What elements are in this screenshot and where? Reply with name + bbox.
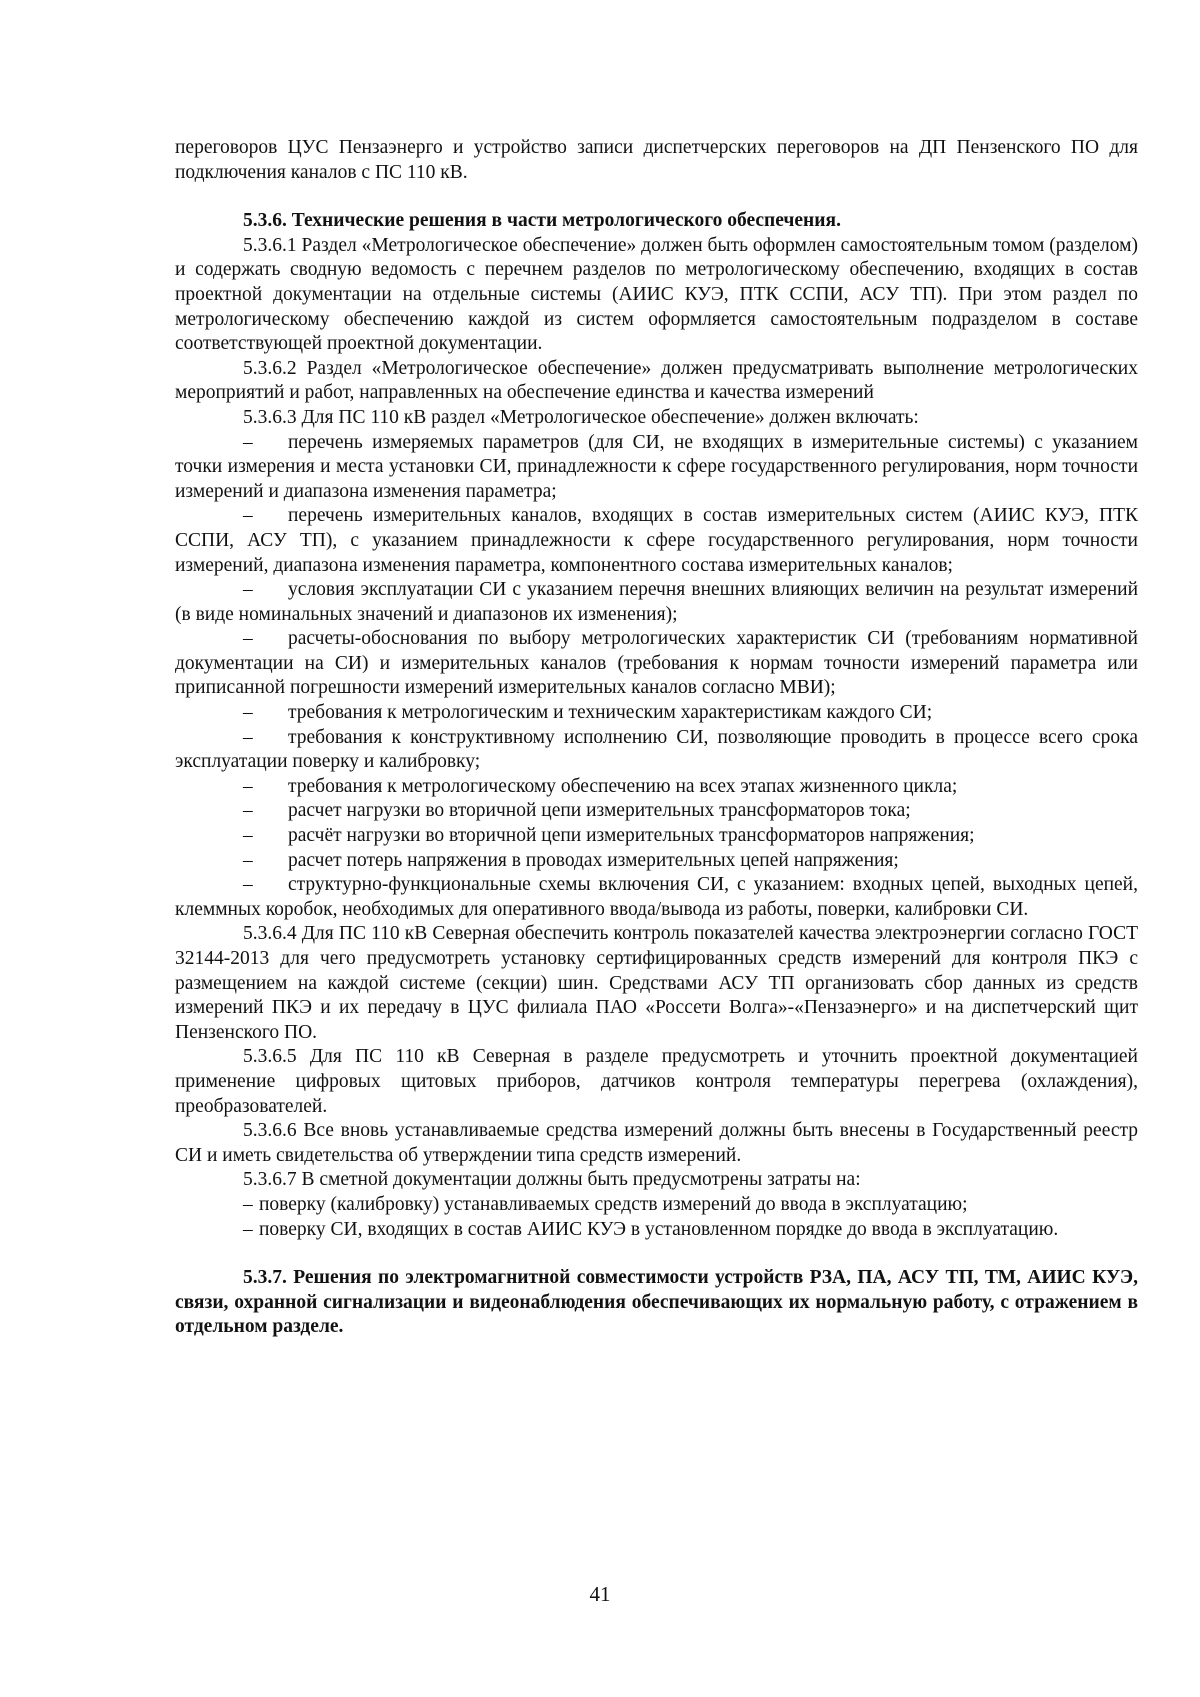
list-item xyxy=(175,1193,1138,1218)
paragraph-5-3-6-4: 5.3.6.4 Для ПС 110 кВ Северная обеспечить контроль показателей качества электроэнергии согласно ГОСТ 32144-2013 для чего предусмотреть установку сертифицированных средств измерений для контроля ПКЭ с размещением на каждой системе (секции) шин. Средствами АСУ ТП организовать сбор данных из средств измерений ПКЭ и их передачу в ЦУС филиала ПАО «Россети Волга»-«Пензаэнерго» и на диспетчерский щит Пензенского ПО. xyxy=(175,923,1138,1043)
section-heading-5-3-7: 5.3.7. Решения по электромагнитной совместимости устройств РЗА, ПА, АСУ ТП, ТМ, АИИС КУЭ, связи, охранной сигнализации и видеонаблюдения обеспечивающих их нормальную работу, с отражением в отдельном разделе. xyxy=(175,1267,1138,1338)
list-item xyxy=(175,726,1138,775)
page-number: 41 xyxy=(589,1582,611,1606)
list-item-text: условия эксплуатации СИ с указанием перечня внешних влияющих величин на результат измерений (в виде номинальных значений и диапазонов их изменения); xyxy=(175,579,1138,625)
list-item-text: требования к метрологическому обеспечению на всех этапах жизненного цикла; xyxy=(288,775,958,797)
spacer xyxy=(175,185,1138,209)
list-item xyxy=(175,504,1138,578)
dash-marker: – xyxy=(243,505,253,527)
dash-marker: – xyxy=(243,825,253,847)
list-item-text: перечень измеряемых параметров (для СИ, не входящих в измерительные системы) с указанием точки измерения и места установки СИ, принадлежности к сфере государственного регулирования, норм точности измерений и диапазона изменения параметра; xyxy=(175,431,1138,502)
list-item-text: расчет потерь напряжения в проводах измерительных цепей напряжения; xyxy=(288,849,899,871)
list-item xyxy=(175,824,1138,849)
list-item xyxy=(175,431,1138,505)
list-item-text: поверку СИ, входящих в состав АИИС КУЭ в установленном порядке до ввода в эксплуатацию. xyxy=(259,1218,1059,1240)
dash-marker: – xyxy=(243,628,253,650)
list-item-text: структурно-функциональные схемы включения СИ, с указанием: входных цепей, выходных цепей, клеммных коробок, необходимых для оперативного ввода/вывода из работы, поверки, калибровки СИ. xyxy=(175,874,1138,920)
list-item-text: требования к метрологическим и техническим характеристикам каждого СИ; xyxy=(288,702,933,724)
paragraph-5-3-6-2: 5.3.6.2 Раздел «Метрологическое обеспечение» должен предусматривать выполнение метрологических мероприятий и работ, направленных на обеспечение единства и качества измерений xyxy=(175,357,1138,404)
paragraph-5-3-6-3: 5.3.6.3 Для ПС 110 кВ раздел «Метрологическое обеспечение» должен включать: xyxy=(243,406,919,428)
list-item xyxy=(175,1218,1138,1243)
dash-marker: – xyxy=(243,874,253,896)
list-item-text: требования к конструктивному исполнению СИ, позволяющие проводить в процессе всего срока эксплуатации поверку и калибровку; xyxy=(175,726,1138,773)
dash-marker: – xyxy=(243,800,253,822)
list-item-text: перечень измерительных каналов, входящих в состав измерительных систем (АИИС КУЭ, ПТК ССПИ, АСУ ТП), с указанием принадлежности к сфере государственного регулирования, норм точности измерений, диапазона изменения параметра, компонентного состава измерительных каналов; xyxy=(175,505,1138,576)
dash-marker: – xyxy=(243,431,253,453)
dash-marker: – xyxy=(243,579,253,601)
list-item-text: расчёт нагрузки во вторичной цепи измерительных трансформаторов напряжения; xyxy=(288,825,975,847)
list-item xyxy=(175,873,1138,922)
list-item-text: поверку (калибровку) устанавливаемых средств измерений до ввода в эксплуатацию; xyxy=(259,1193,968,1215)
document-page xyxy=(175,136,1138,1340)
list-item xyxy=(175,578,1138,627)
list-item xyxy=(175,701,1138,726)
section-heading-5-3-6: 5.3.6. Технические решения в части метрологического обеспечения. xyxy=(243,210,841,232)
paragraph-5-3-6-1: 5.3.6.1 Раздел «Метрологическое обеспечение» должен быть оформлен самостоятельным томом (разделом) и содержать сводную ведомость с перечнем разделов по метрологическому обеспечению, входящих в состав проектной документации на отдельные системы (АИИС КУЭ, ПТК ССПИ, АСУ ТП). При этом раздел по метрологическому обеспечению каждой из систем оформляется самостоятельным подразделом в составе соответствующей проектной документации. xyxy=(175,234,1138,355)
list-item xyxy=(175,849,1138,874)
dash-marker: – xyxy=(243,849,253,871)
list-item xyxy=(175,799,1138,824)
dash-marker: – xyxy=(243,726,253,748)
dash-marker: – xyxy=(243,775,253,797)
paragraph-5-3-6-7: 5.3.6.7 В сметной документации должны быть предусмотрены затраты на: xyxy=(243,1169,861,1191)
list-item xyxy=(175,775,1138,800)
list-item-text: расчет нагрузки во вторичной цепи измерительных трансформаторов тока; xyxy=(288,800,911,822)
dash-marker: – xyxy=(243,1218,253,1240)
dash-marker: – xyxy=(243,702,253,724)
list-item-text: расчеты-обоснования по выбору метрологических характеристик СИ (требованиям нормативной документации на СИ) и измерительных каналов (требования к нормам точности измерений параметра или приписанной погрешности измерений измерительных каналов согласно МВИ); xyxy=(175,628,1138,699)
dash-marker: – xyxy=(243,1193,253,1215)
paragraph-5-3-6-6: 5.3.6.6 Все вновь устанавливаемые средства измерений должны быть внесены в Государственный реестр СИ и иметь свидетельства об утверждении типа средств измерений. xyxy=(175,1120,1138,1166)
intro-paragraph: переговоров ЦУС Пензаэнерго и устройство записи диспетчерских переговоров на ДП Пензенского ПО для подключения каналов с ПС 110 кВ. xyxy=(175,137,1138,183)
list-item xyxy=(175,627,1138,701)
spacer xyxy=(175,1242,1138,1266)
paragraph-5-3-6-5: 5.3.6.5 Для ПС 110 кВ Северная в разделе предусмотреть и уточнить проектной документацией применение цифровых щитовых приборов, датчиков контроля температуры перегрева (охлаждения), преобразователей. xyxy=(175,1046,1138,1117)
